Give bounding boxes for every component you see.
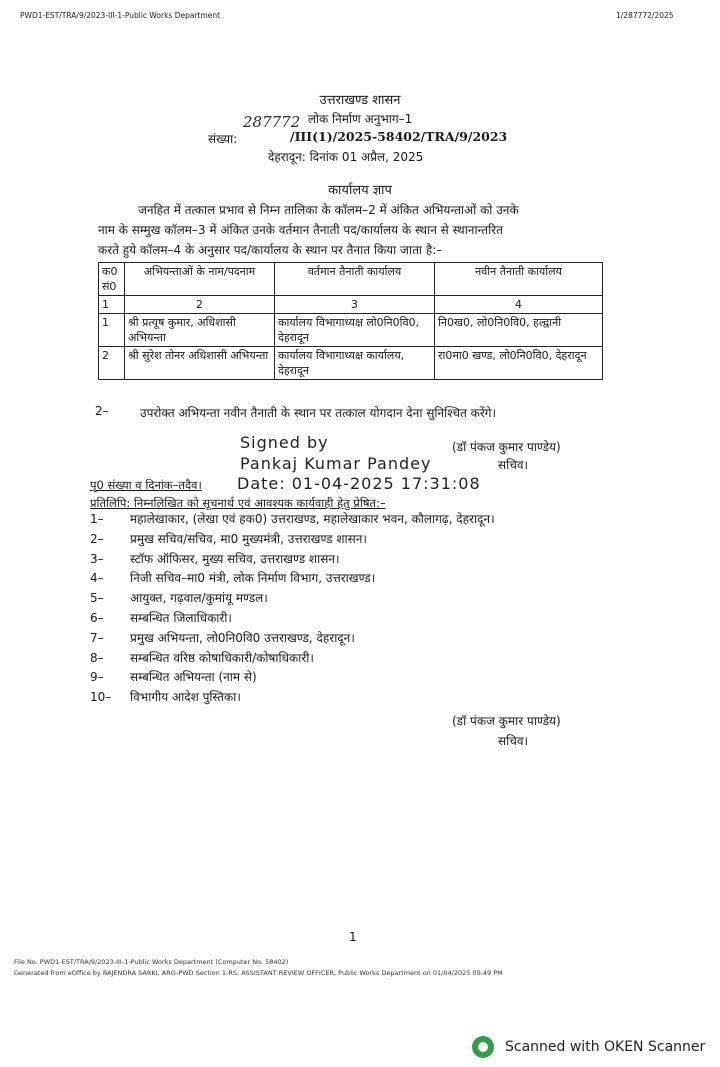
list-item-text: सम्बन्धित अभियन्ता (नाम से) [130,670,257,685]
list-item-text: प्रमुख सचिव/सचिव, मा0 मुख्यमंत्री, उत्तराखण्ड शासन। [130,531,367,546]
list-item-text: आयुक्त, गढ़वाल/कुमांयू मण्डल। [130,591,268,606]
signing-officer-name: (डॉ पंकज कुमार पाण्डेय) [452,440,561,454]
signing-officer-designation: सचिव। [498,458,529,472]
cell-serial: 2 [99,347,125,380]
number-label: संख्या: [208,132,238,146]
list-item-text: निजी सचिव–मा0 मंत्री, लोक निर्माण विभाग, उत्तराखण्ड। [130,571,376,586]
section-heading: लोक निर्माण अनुभाग–1 [307,112,413,126]
copy-to-line: प्रतिलिपि: निम्नलिखित को सूचनार्थ एवं आवश्यक कार्यवाही हेतु प्रेषित:– [90,496,386,510]
list-item-text: सम्बन्धित वरिष्ठ कोषाधिकारी/कोषाधिकारी। [130,650,314,665]
list-item-text: स्टॉफ ऑफिसर, मुख्य सचिव, उत्तराखण्ड शासन। [130,551,340,566]
list-item [90,668,495,688]
header-name: अभियन्ताओं के नाम/पदनाम [125,263,275,296]
list-item [90,569,495,589]
list-item-text: सम्बन्धित जिलाधिकारी। [130,610,232,625]
list-item-number: 1– [90,512,104,526]
handwritten-number: 287772 [243,113,301,131]
footer-file-line: File No. PWD1-EST/TRA/9/2023-III-1-Public Works Department (Computer No. 58402) [14,958,289,966]
signature-date: Date: 01-04-2025 17:31:08 [237,474,481,493]
document-title: कार्यालय ज्ञाप [328,183,392,198]
cell-new-office: नि0ख0, लो0नि0वि0, हल्द्वानी [435,314,603,347]
list-item-number: 2– [90,531,104,546]
signer-name: Pankaj Kumar Pandey [240,454,432,473]
intro-line-3: करते हुये कॉलम–4 के अनुसार पद/कार्यालय के स्थान पर तैनात किया जाता है:– [98,243,443,257]
letter-number: /III(1)/2025-58402/TRA/9/2023 [290,129,508,144]
header-serial: क0 सं0 [99,263,125,296]
cell-current-office: कार्यालय विभागाध्यक्ष कार्यालय, देहरादून [275,347,435,380]
list-item-number: 4– [90,571,104,586]
intro-line-1: जनहित में तत्काल प्रभाव से निम्न तालिका के कॉलम–2 में अंकित अभियन्ताओं को उनके [138,203,519,217]
government-heading: उत्तराखण्ड शासन [319,93,401,108]
cell-serial: 1 [99,314,125,347]
transfer-table [98,262,603,380]
list-item-text: विभागीय आदेश पुस्तिका। [130,690,241,705]
list-item-number: 5– [90,591,104,606]
para2-number: 2– [95,404,109,418]
list-item [90,510,495,530]
receipt-reference: 1/287772/2025 [616,11,674,20]
list-item-number: 3– [90,551,104,566]
list-item-text: महालेखाकार, (लेखा एवं हक0) उत्तराखण्ड, महालेखाकार भवन, कौलागढ़, देहरादून। [130,512,495,526]
endorsement-officer-designation: सचिव। [498,734,529,748]
list-item [90,550,495,570]
cell-name: श्री सुरेश तोनर अधिशासी अभियन्ता [125,347,275,380]
list-item [90,649,495,669]
list-item [90,629,495,649]
list-item-text: प्रमुख अभियन्ता, लो0नि0वि0 उत्तराखण्ड, देहरादून। [130,630,355,645]
cell-current-office: कार्यालय विभागाध्यक्ष लो0नि0वि0, देहरादून [275,314,435,347]
list-item-number: 6– [90,610,104,625]
list-item-number: 9– [90,670,104,685]
list-item [90,589,495,609]
oken-logo-icon [472,1036,494,1058]
header-current-office: वर्तमान तैनाती कार्यालय [275,263,435,296]
table-row [99,314,603,347]
list-item-number: 8– [90,650,104,665]
list-item [90,609,495,629]
list-item [90,688,495,708]
para2-text: उपरोक्त अभियन्ता नवीन तैनाती के स्थान पर तत्काल योगदान देना सुनिश्चित करेंगे। [140,406,497,420]
column-number: 2 [125,296,275,314]
column-number: 1 [99,296,125,314]
signed-by-label: Signed by [240,433,329,452]
copy-list [90,510,495,708]
intro-line-2: नाम के सम्मुख कॉलम–3 में अंकित उनके वर्तमान तैनाती पद/कार्यालय के स्थान से स्थानान्तरित [98,223,503,237]
cell-new-office: रा0मा0 खण्ड, लो0नि0वि0, देहरादून [435,347,603,380]
file-reference: PWD1-EST/TRA/9/2023-III-1-Public Works Department [20,11,221,20]
table-column-number-row [99,296,603,314]
endorsement-officer-name: (डॉ पंकज कुमार पाण्डेय) [452,714,561,728]
endorsement-ref: पृ0 संख्या व दिनांक–तदैव। [90,478,202,492]
header-new-office: नवीन तैनाती कार्यालय [435,263,603,296]
list-item [90,530,495,550]
scanner-watermark: Scanned with OKEN Scanner [505,1039,706,1055]
cell-name: श्री प्रत्यूष कुमार, अधिशासी अभियन्ता [125,314,275,347]
column-number: 4 [435,296,603,314]
footer-generated-line: Generated from eOffice by RAJENDRA SARKI, ARO-PWD Section 1-RS, ASSISTANT REVIEW OFFICER, Public Works Department on 01/04/2025 05:49 PM [14,969,503,977]
list-item-number: 7– [90,630,104,645]
letter-date: देहरादून: दिनांक 01 अप्रैल, 2025 [268,150,424,164]
table-header-row [99,263,603,296]
page-number: 1 [349,930,357,944]
column-number: 3 [275,296,435,314]
list-item-number: 10– [90,690,112,705]
table-row [99,347,603,380]
